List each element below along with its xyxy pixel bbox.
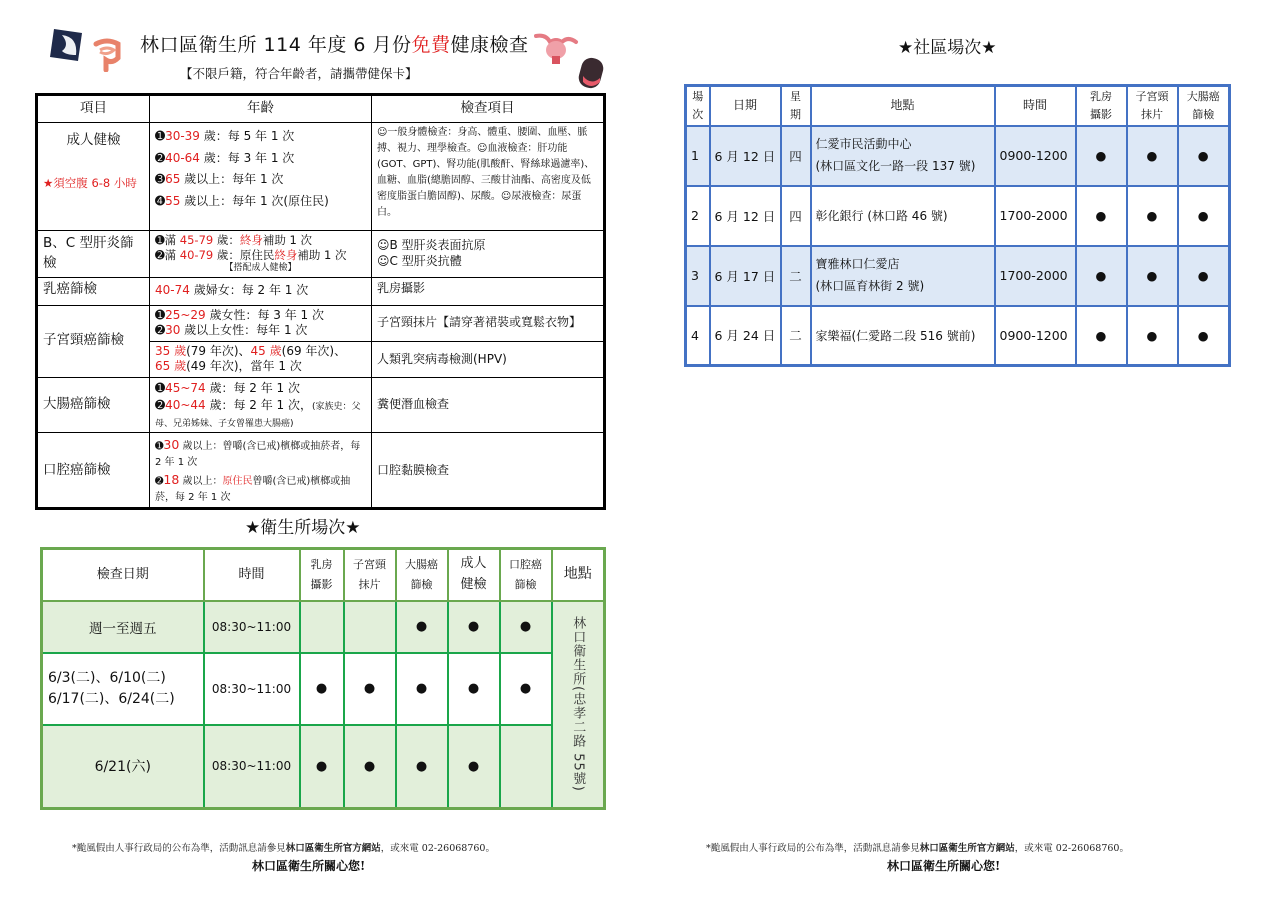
- health-center-table: [40, 547, 606, 810]
- cm-mark-breast: ●: [1076, 186, 1127, 246]
- table-row-hepatitis: [37, 231, 605, 278]
- hc-mark-pap: ●: [344, 653, 396, 725]
- hc-date: 6/3(二)、6/10(二) 6/17(二)、6/24(二): [42, 653, 204, 725]
- hc-header-row: [42, 549, 605, 601]
- header-check: 檢查項目: [372, 95, 605, 123]
- cm-header-date: 日期: [710, 86, 781, 126]
- table-header-row: [37, 95, 605, 123]
- hc-mark-pap: ●: [344, 725, 396, 809]
- cm-mark-pap: ●: [1127, 186, 1178, 246]
- hc-header-location: 地點: [552, 549, 605, 601]
- cm-mark-colon: ●: [1178, 246, 1230, 306]
- hc-time: 08:30~11:00: [204, 653, 300, 725]
- adult-name: 成人健檢: [66, 132, 121, 148]
- cm-row: [686, 306, 1230, 366]
- hpv-ages: 35 歲(79 年次)、45 歲(69 年次)、 65 歲(49 年次)，當年 1 次: [150, 341, 372, 377]
- hc-mark-colon: ●: [396, 601, 448, 653]
- oral-name: 口腔癌篩檢: [37, 433, 150, 509]
- hc-row-saturday: [42, 725, 605, 809]
- cm-mark-colon: ●: [1178, 186, 1230, 246]
- hc-mark-oral: [500, 725, 552, 809]
- uterus-icon: [532, 30, 580, 66]
- cm-no: 1: [686, 126, 710, 186]
- cm-header-time: 時間: [995, 86, 1076, 126]
- community-table: [684, 84, 1231, 367]
- page-title: [140, 30, 529, 57]
- hc-mark-pap: [344, 601, 396, 653]
- cm-no: 3: [686, 246, 710, 306]
- hc-header-breast: 乳房 攝影: [300, 549, 344, 601]
- hepatitis-ages: ➊滿 45-79 歲：終身補助 1 次 ➋滿 40-79 歲：原住民終身補助 1 次 【搭配成人健檢】: [150, 231, 372, 278]
- table-row-colorectal: [37, 377, 605, 432]
- cm-mark-breast: ●: [1076, 246, 1127, 306]
- hc-mark-adult: ●: [448, 653, 500, 725]
- hc-header-adult: 成人 健檢: [448, 549, 500, 601]
- cm-row: [686, 186, 1230, 246]
- subtitle: 【不限戶籍，符合年齡者，請攜帶健保卡】: [180, 66, 418, 81]
- colorectal-ages: ➊45~74 歲：每 2 年 1 次 ➋40~44 歲：每 2 年 1 次，(家族史：父母、兄弟姊妹、子女曾罹患大腸癌): [150, 377, 372, 432]
- hc-row-weekdays: [42, 601, 605, 653]
- cervical-ages: ➊25~29 歲女性：每 3 年 1 次 ➋30 歲以上女性：每年 1 次: [150, 305, 372, 341]
- hepatitis-age-note: 【搭配成人健檢】: [224, 262, 297, 273]
- cm-header-place: 地點: [811, 86, 995, 126]
- cm-mark-pap: ●: [1127, 246, 1178, 306]
- hepatitis-checks: ☺B 型肝炎表面抗原 ☺C 型肝炎抗體: [372, 231, 605, 278]
- title-highlight: 免費: [411, 34, 451, 56]
- cm-place: 寶雅林口仁愛店 (林口區育林街 2 號): [811, 246, 995, 306]
- cm-header-pap: 子宮頸 抹片: [1127, 86, 1178, 126]
- cm-row: [686, 126, 1230, 186]
- cm-time: 0900-1200: [995, 126, 1076, 186]
- mammogram-icon: [48, 27, 84, 61]
- cm-mark-breast: ●: [1076, 126, 1127, 186]
- hc-mark-adult: ●: [448, 601, 500, 653]
- hc-location: 林口衛生所(忠孝二路 55號): [552, 601, 605, 809]
- cm-place: 家樂福(仁愛路二段 516 號前): [811, 306, 995, 366]
- cm-header-no: 場 次: [686, 86, 710, 126]
- header-item: 項目: [37, 95, 150, 123]
- cm-mark-breast: ●: [1076, 306, 1127, 366]
- adult-checks: ☺一般身體檢查：身高、體重、腰圍、血壓、脈搏、視力、理學檢查。☺血液檢查：肝功能(GOT、GPT)、腎功能(肌酸酐、腎絲球過濾率)、血糖、血脂(總膽固醇、三酸甘油酯、高密度及低密度脂蛋白膽固醇)、尿酸。☺尿液檢查：尿蛋白。: [372, 123, 605, 231]
- website-link[interactable]: 林口區衛生所官方網站: [285, 843, 381, 854]
- cm-header-breast: 乳房 攝影: [1076, 86, 1127, 126]
- breast-age: 40-74 歲婦女：每 2 年 1 次: [150, 277, 372, 305]
- breast-check: 乳房攝影: [372, 277, 605, 305]
- colorectal-name: 大腸癌篩檢: [37, 377, 150, 432]
- community-title: ★社區場次★: [898, 38, 997, 58]
- adult-age-3: ➌65 歲以上：每年 1 次: [155, 172, 284, 187]
- table-row-cervical: [37, 305, 605, 341]
- hc-time: 08:30~11:00: [204, 601, 300, 653]
- table-row-breast: [37, 277, 605, 305]
- footer-note-right: *颱風假由人事行政局的公布為準，活動訊息請參見林口區衛生所官方網站，或來電 02-26068760。: [706, 843, 1129, 854]
- hc-date: 6/21(六): [42, 725, 204, 809]
- hc-mark-breast: [300, 601, 344, 653]
- hc-mark-colon: ●: [396, 725, 448, 809]
- fasting-note: ★須空腹 6-8 小時: [43, 175, 137, 190]
- title-prefix: 林口區衛生所 114 年度 6 月份: [140, 34, 412, 56]
- footer-sign-right: 林口區衛生所關心您!: [887, 859, 1001, 873]
- hc-header-pap: 子宮頸 抹片: [344, 549, 396, 601]
- header-age: 年齡: [150, 95, 372, 123]
- cm-day: 四: [781, 186, 811, 246]
- title-suffix: 健康檢查: [450, 34, 529, 56]
- hepatitis-name: B、C 型肝炎篩檢: [37, 231, 150, 278]
- cm-place: 仁愛市民活動中心 (林口區文化一路一段 137 號): [811, 126, 995, 186]
- oral-cancer-icon: [578, 56, 604, 90]
- cm-day: 二: [781, 246, 811, 306]
- health-center-title: ★衛生所場次★: [245, 518, 361, 538]
- cm-mark-colon: ●: [1178, 306, 1230, 366]
- adult-ages-cell: [150, 123, 372, 231]
- hc-mark-oral: ●: [500, 601, 552, 653]
- adult-name-cell: [37, 123, 150, 231]
- hc-mark-colon: ●: [396, 653, 448, 725]
- cm-row: [686, 246, 1230, 306]
- adult-age-2: ➋40-64 歲：每 3 年 1 次: [155, 150, 295, 165]
- website-link[interactable]: 林口區衛生所官方網站: [919, 843, 1015, 854]
- hc-mark-oral: ●: [500, 653, 552, 725]
- cm-time: 1700-2000: [995, 246, 1076, 306]
- colorectal-check: 糞便潛血檢查: [372, 377, 605, 432]
- hc-time: 08:30~11:00: [204, 725, 300, 809]
- cm-day: 四: [781, 126, 811, 186]
- cm-date: 6 月 24 日: [710, 306, 781, 366]
- hpv-check: 人類乳突病毒檢測(HPV): [372, 341, 605, 377]
- cm-mark-pap: ●: [1127, 306, 1178, 366]
- hc-header-date: 檢查日期: [42, 549, 204, 601]
- cm-mark-pap: ●: [1127, 126, 1178, 186]
- hc-row-tuesdays: [42, 653, 605, 725]
- breast-name: 乳癌篩檢: [37, 277, 150, 305]
- oral-ages: ➊30 歲以上：曾嚼(含已戒)檳榔或抽菸者，每 2 年 1 次 ➋18 歲以上：原住民曾嚼(含已戒)檳榔或抽菸，每 2 年 1 次: [150, 433, 372, 509]
- cm-day: 二: [781, 306, 811, 366]
- hc-mark-breast: ●: [300, 653, 344, 725]
- hc-header-colon: 大腸癌 篩檢: [396, 549, 448, 601]
- hc-header-time: 時間: [204, 549, 300, 601]
- cm-date: 6 月 12 日: [710, 186, 781, 246]
- hc-date: 週一至週五: [42, 601, 204, 653]
- cm-date: 6 月 12 日: [710, 126, 781, 186]
- footer-sign-left: 林口區衛生所關心您!: [252, 859, 366, 873]
- oral-check: 口腔黏膜檢查: [372, 433, 605, 509]
- cm-date: 6 月 17 日: [710, 246, 781, 306]
- hc-header-oral: 口腔癌 篩檢: [500, 549, 552, 601]
- hc-mark-breast: ●: [300, 725, 344, 809]
- cm-header-colon: 大腸癌 篩檢: [1178, 86, 1230, 126]
- hc-mark-adult: ●: [448, 725, 500, 809]
- cm-no: 4: [686, 306, 710, 366]
- cm-header-row: [686, 86, 1230, 126]
- exam-items-table: [35, 93, 606, 510]
- adult-age-4: ➍55 歲以上：每年 1 次(原住民): [155, 193, 329, 208]
- cm-header-day: 星 期: [781, 86, 811, 126]
- cm-no: 2: [686, 186, 710, 246]
- cm-mark-colon: ●: [1178, 126, 1230, 186]
- cm-time: 1700-2000: [995, 186, 1076, 246]
- adult-age-1: ➊30-39 歲：每 5 年 1 次: [155, 129, 295, 143]
- cm-place: 彰化銀行 (林口路 46 號): [811, 186, 995, 246]
- footer-note-left: *颱風假由人事行政局的公布為準，活動訊息請參見林口區衛生所官方網站，或來電 02-26068760。: [72, 843, 495, 854]
- table-row-oral: [37, 433, 605, 509]
- table-row-adult: [37, 123, 605, 231]
- cm-time: 0900-1200: [995, 306, 1076, 366]
- cervical-name: 子宮頸癌篩檢: [37, 305, 150, 377]
- intestine-icon: [92, 38, 122, 72]
- pap-check: 子宮頸抹片【請穿著裙裝或寬鬆衣物】: [372, 305, 605, 341]
